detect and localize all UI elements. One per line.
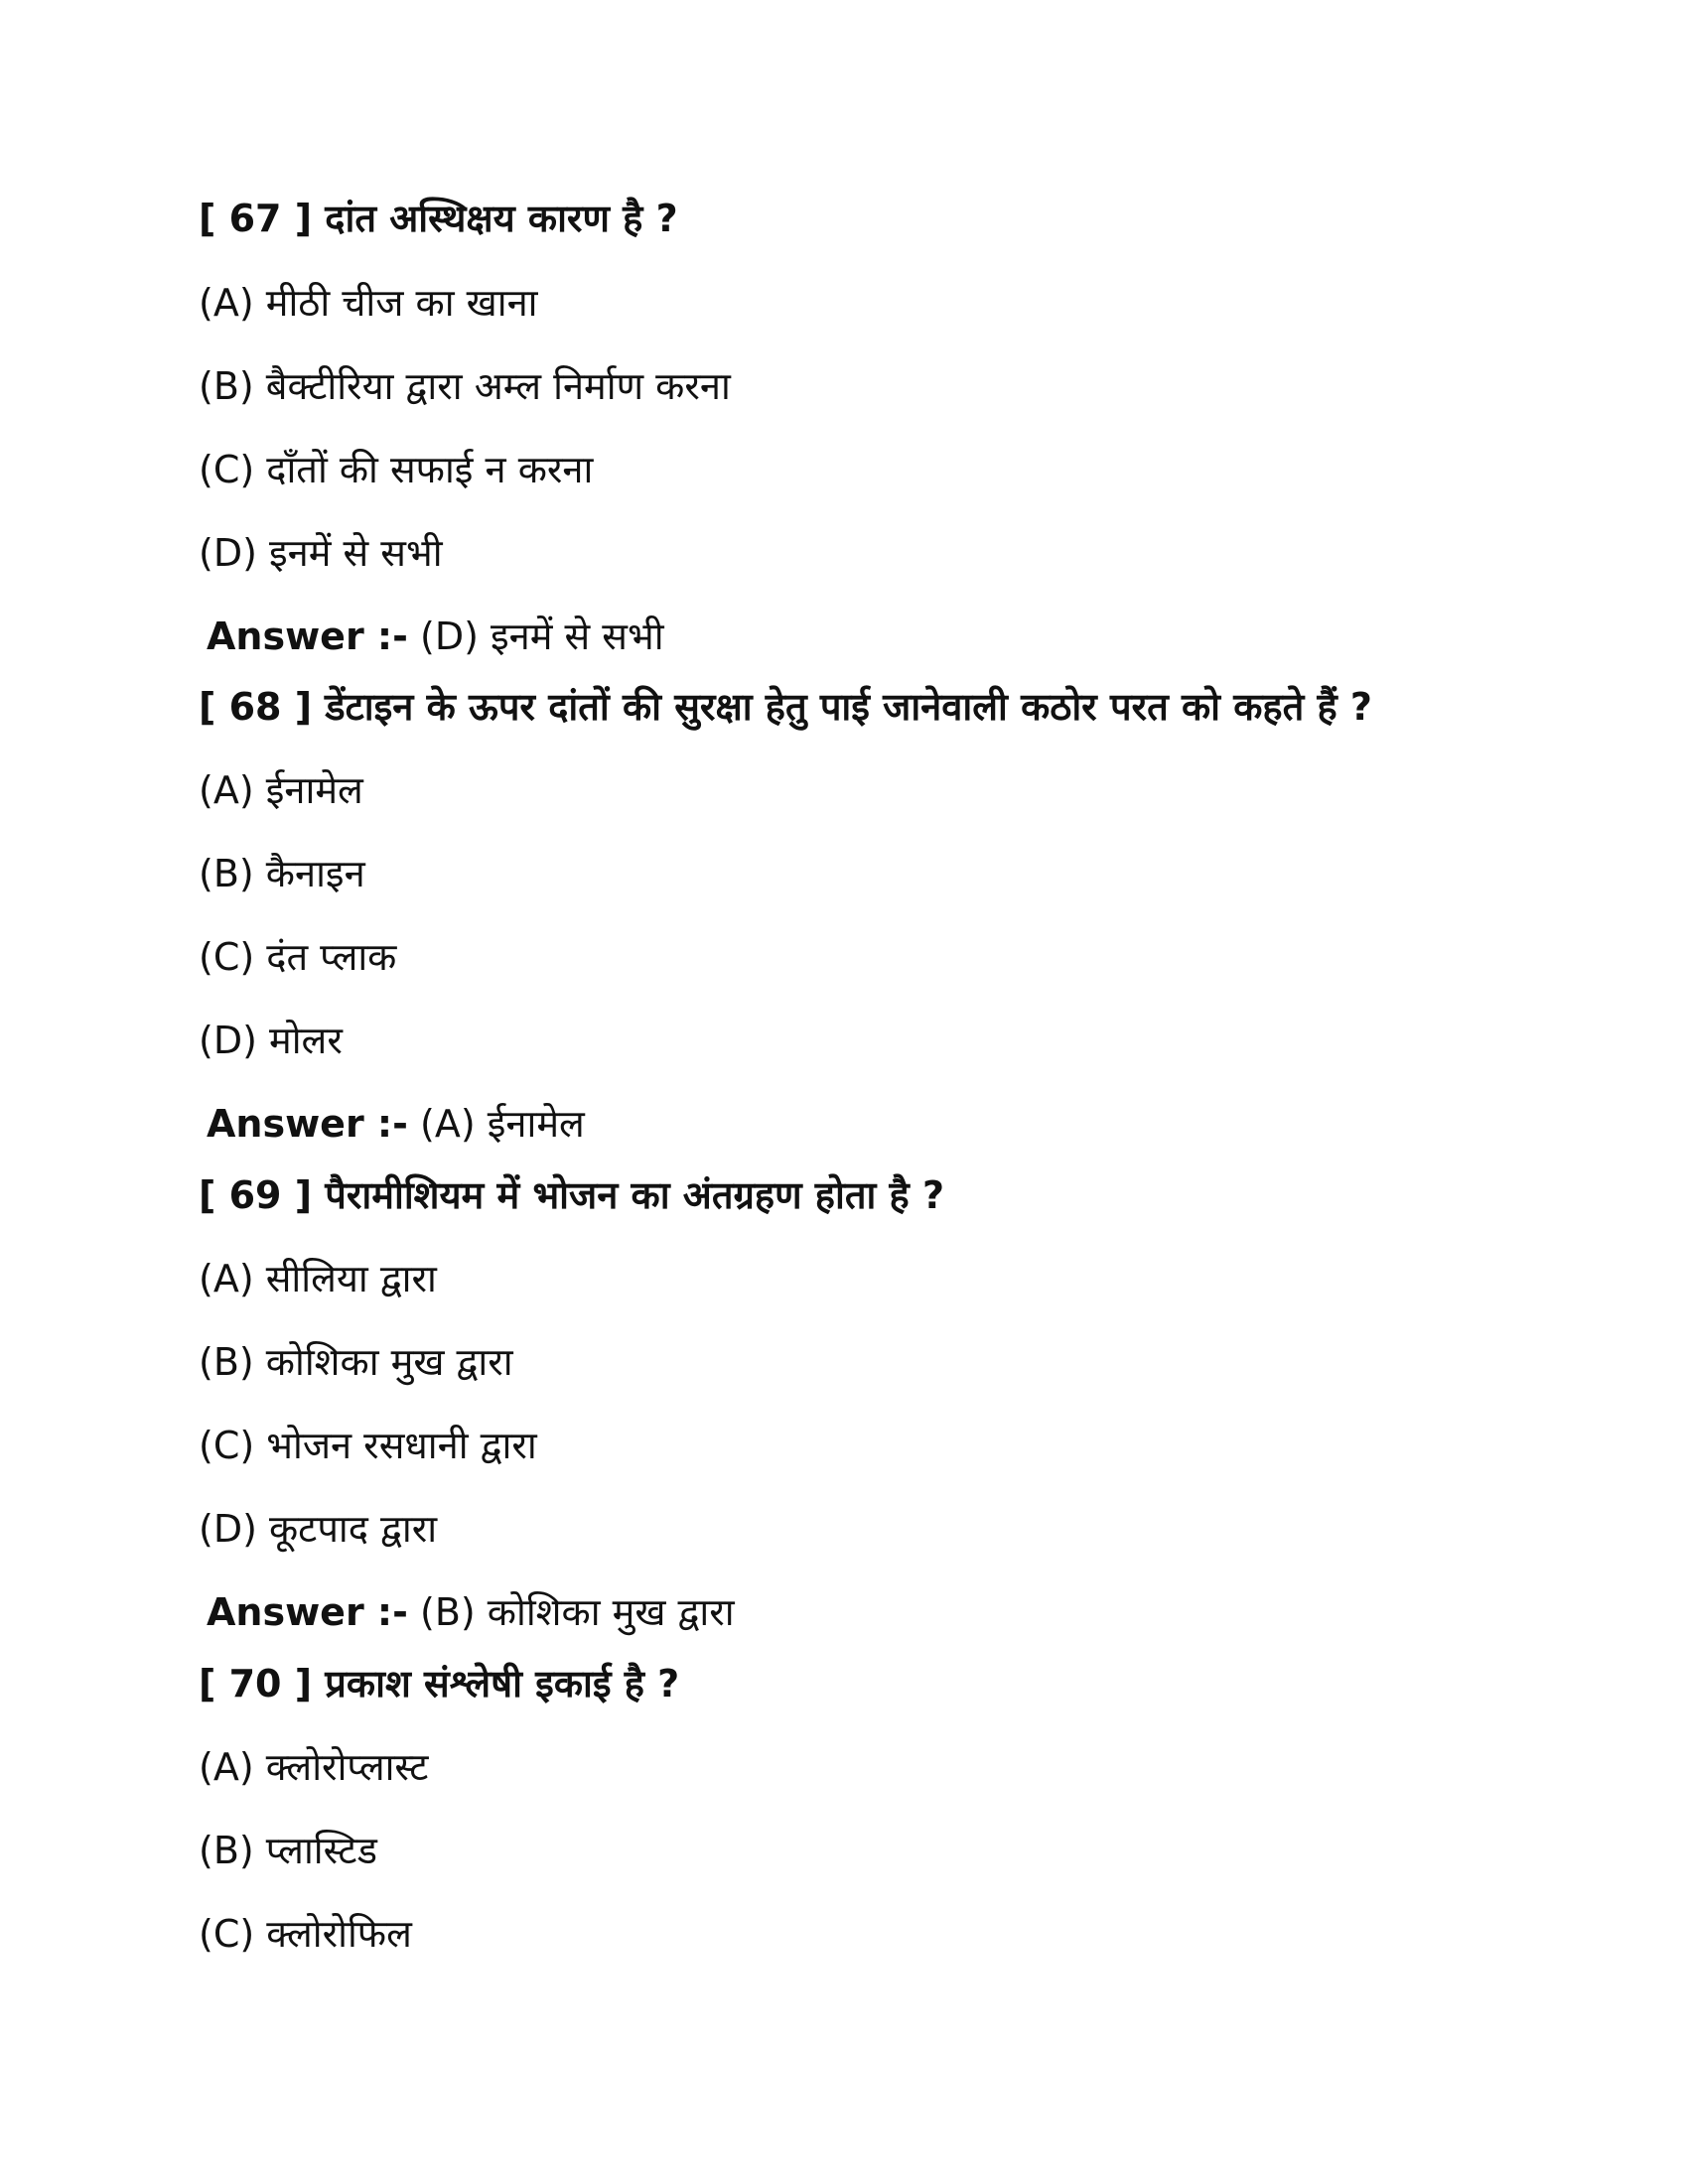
option-68-d: (D) मोलर [199, 1019, 343, 1062]
question-69: [ 69 ] पैरामीशियम में भोजन का अंतग्रहण होता है ? [199, 1173, 945, 1217]
option-68-b: (B) कैनाइन [199, 852, 365, 895]
option-68-a: (A) ईनामेल [199, 768, 363, 812]
question-70: [ 70 ] प्रकाश संश्लेषी इकाई है ? [199, 1662, 680, 1706]
answer-text: (A) ईनामेल [420, 1102, 585, 1146]
option-67-c: (C) दाँतों की सफाई न करना [199, 448, 594, 491]
option-69-d: (D) कूटपाद द्वारा [199, 1507, 438, 1551]
option-69-a: (A) सीलिया द्वारा [199, 1257, 437, 1300]
option-68-c: (C) दंत प्लाक [199, 935, 397, 979]
option-67-d: (D) इनमें से सभी [199, 531, 443, 575]
answer-68 [207, 1100, 585, 1148]
option-67-b: (B) बैक्टीरिया द्वारा अम्ल निर्माण करना [199, 364, 731, 408]
option-69-c: (C) भोजन रसधानी द्वारा [199, 1424, 537, 1467]
answer-text: (D) इनमें से सभी [420, 614, 664, 658]
question-67: [ 67 ] दांत अस्थिक्षय कारण है ? [199, 197, 678, 240]
option-70-a: (A) क्लोरोप्लास्ट [199, 1745, 429, 1789]
option-67-a: (A) मीठी चीज का खाना [199, 281, 538, 325]
answer-69 [207, 1588, 735, 1636]
option-69-b: (B) कोशिका मुख द्वारा [199, 1340, 513, 1384]
question-68: [ 68 ] डेंटाइन के ऊपर दांतों की सुरक्षा हेतु पाई जानेवाली कठोर परत को कहते हैं ? [199, 685, 1372, 729]
answer-label: Answer :- [207, 1590, 408, 1634]
answer-label: Answer :- [207, 614, 408, 658]
answer-67 [207, 613, 664, 660]
answer-label: Answer :- [207, 1102, 408, 1146]
option-70-c: (C) क्लोरोफिल [199, 1912, 412, 1956]
option-70-b: (B) प्लास्टिड [199, 1829, 377, 1872]
answer-text: (B) कोशिका मुख द्वारा [420, 1590, 735, 1634]
